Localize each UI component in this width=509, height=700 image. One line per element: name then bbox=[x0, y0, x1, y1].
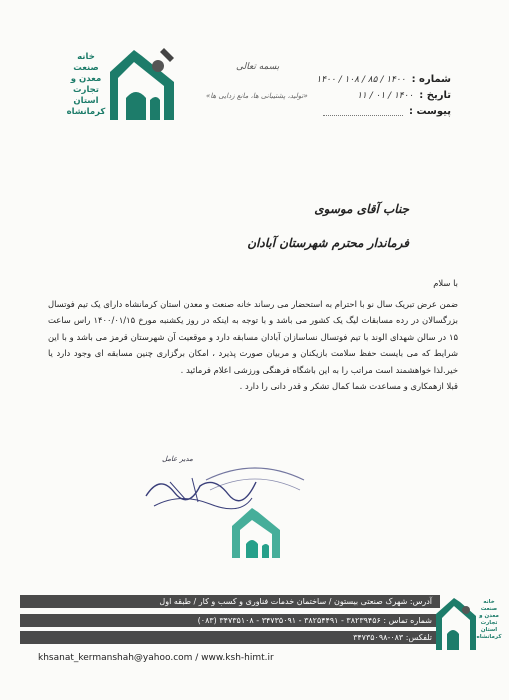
org-name bbox=[62, 52, 110, 118]
greeting: با سلام bbox=[433, 278, 458, 288]
footer-org-line: صنعت bbox=[480, 606, 498, 612]
attachment-label: پیوست : bbox=[408, 106, 451, 117]
body-paragraph: ضمن عرض تبریک سال نو با احترام به استحضار می رساند خانه صنعت و معدن استان کرمانشاه دارای یک تیم فوتسال بزرگسالان در رده مسابقات لیگ یک کشور می باشد و با توجه به اینکه در روز یکشنبه مورخ ۱۴۰۰/۰۱/۱۵ راس ساعت ۱۵ در سالن شهدای الوند با تیم فوتسال نساسازان آبادان مسابقه دارد و موقعیت آن شهرستان قرمز می باشد و با این شرایط که می بایست حفظ سلامت بازیکنان و مربیان صورت پذیرد ، امکان برگزاری چنین مسابقه ای وجود دارد یا خیر.لذا خواهشمند است مراتب را به این باشگاه فرهنگی ورزشی اعلام فرمائید . bbox=[48, 298, 458, 375]
footer-address-band bbox=[20, 595, 440, 608]
footer-org-name bbox=[471, 599, 507, 641]
footer-fax: تلفکس: ۰۸۳-۳۴۷۳۵۰۹۸ bbox=[353, 633, 432, 642]
org-line: خانه bbox=[77, 52, 95, 62]
org-line: استان bbox=[73, 96, 99, 106]
date-value: ۱۴۰۰ / ۰۱ / ۱۱ bbox=[357, 91, 414, 101]
organization-logo-icon bbox=[104, 42, 180, 128]
footer-fax-band bbox=[20, 631, 440, 644]
date-row bbox=[301, 88, 451, 104]
footer-org-line: تجارت bbox=[480, 620, 498, 626]
basmala: بسمه تعالی bbox=[236, 62, 280, 72]
motto: «تولید، پشتیبانی ها، مانع زدایی ها» bbox=[206, 92, 308, 100]
org-line: تجارت bbox=[73, 85, 99, 95]
footer-org-line: استان bbox=[480, 627, 498, 633]
footer-phone-band bbox=[20, 614, 440, 627]
number-value: ۱۴۰۰ / ۸۵ / ۱۰۸ / ۱۴۰۰ bbox=[316, 75, 406, 85]
org-line: معدن و bbox=[70, 74, 102, 84]
org-line: کرمانشاه bbox=[66, 107, 106, 117]
footer-phone: شماره تماس : ۳۸۲۳۹۴۵۶ - ۳۸۲۵۴۴۹۱ - ۳۴۷۳۵۰۹۱ - ۳۴۷۳۵۱۰۸ (۰۸۳) bbox=[197, 616, 432, 625]
footer-org-line: کرمانشاه bbox=[476, 634, 502, 640]
number-label: شماره : bbox=[411, 74, 451, 85]
signer-title: مدیر عامل bbox=[162, 455, 193, 463]
footer-email-web: khsanat_kermanshah@yahoo.com / www.ksh-himt.ir bbox=[38, 653, 274, 663]
recipient-name: جناب آقای موسوی bbox=[314, 202, 409, 216]
recipient-title: فرماندار محترم شهرستان آبادان bbox=[247, 236, 409, 250]
letter-meta bbox=[301, 72, 451, 120]
footer-address: آدرس: شهرک صنعتی بیستون / ساختمان خدمات فناوری و کسب و کار / طبقه اول bbox=[159, 597, 432, 606]
date-label: تاریخ : bbox=[419, 90, 451, 101]
closing-paragraph: قبلا ازهمکاری و مساعدت شما کمال تشکر و قدر دانی را دارد . bbox=[239, 381, 458, 391]
attachment-value bbox=[323, 104, 403, 116]
attachment-row bbox=[301, 104, 451, 120]
letter-body bbox=[48, 275, 458, 395]
org-line: صنعت bbox=[73, 63, 99, 73]
number-row bbox=[301, 72, 451, 88]
stamp-icon bbox=[200, 462, 310, 572]
footer-org-line: خانه bbox=[483, 599, 495, 605]
footer-org-line: معدن و bbox=[479, 613, 499, 619]
